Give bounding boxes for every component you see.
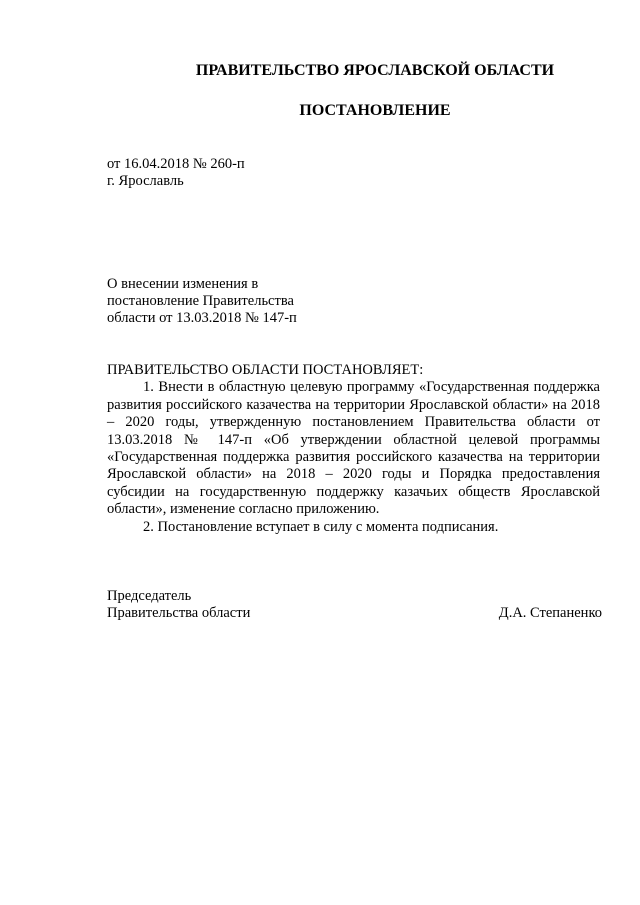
signatory-name: Д.А. Степаненко [498,605,602,621]
body-paragraph-1: 1. Внести в областную целевую программу «Государственная поддержка развития российского казачества на территории Ярославской области» на 2018 – 2020 годы, утвержденную постановлением Правительства области от 13.03.2018 № 147-п «Об утверждении областной целевой программы «Государственная поддержка развития российского казачества на территории Ярославской области» на 2018 – 2020 годы и Порядка предоставления субсидии на государственную поддержку казачьих обществ Ярославской области», изменение согласно приложению. [107,379,600,518]
document-date-number: от 16.04.2018 № 260-п [107,156,245,172]
document-city: г. Ярославль [107,173,184,189]
government-title: ПРАВИТЕЛЬСТВО ЯРОСЛАВСКОЙ ОБЛАСТИ [195,62,555,79]
decree-statement: ПРАВИТЕЛЬСТВО ОБЛАСТИ ПОСТАНОВЛЯЕТ: [107,362,424,378]
subject-line-2: постановление Правительства [107,293,294,309]
document-body [107,362,600,536]
document-subject [107,276,297,327]
signature-block [107,588,602,622]
signatory-title-line-2: Правительства области [107,605,251,621]
subject-line-1: О внесении изменения в [107,276,259,292]
signature-row [107,605,602,622]
subject-line-3: области от 13.03.2018 № 147-п [107,310,297,326]
signatory-title-line-1: Председатель [107,588,192,604]
document-type-title: ПОСТАНОВЛЕНИЕ [299,102,451,119]
document-meta [107,156,245,190]
body-paragraph-2: 2. Постановление вступает в силу с момента подписания. [143,518,499,535]
